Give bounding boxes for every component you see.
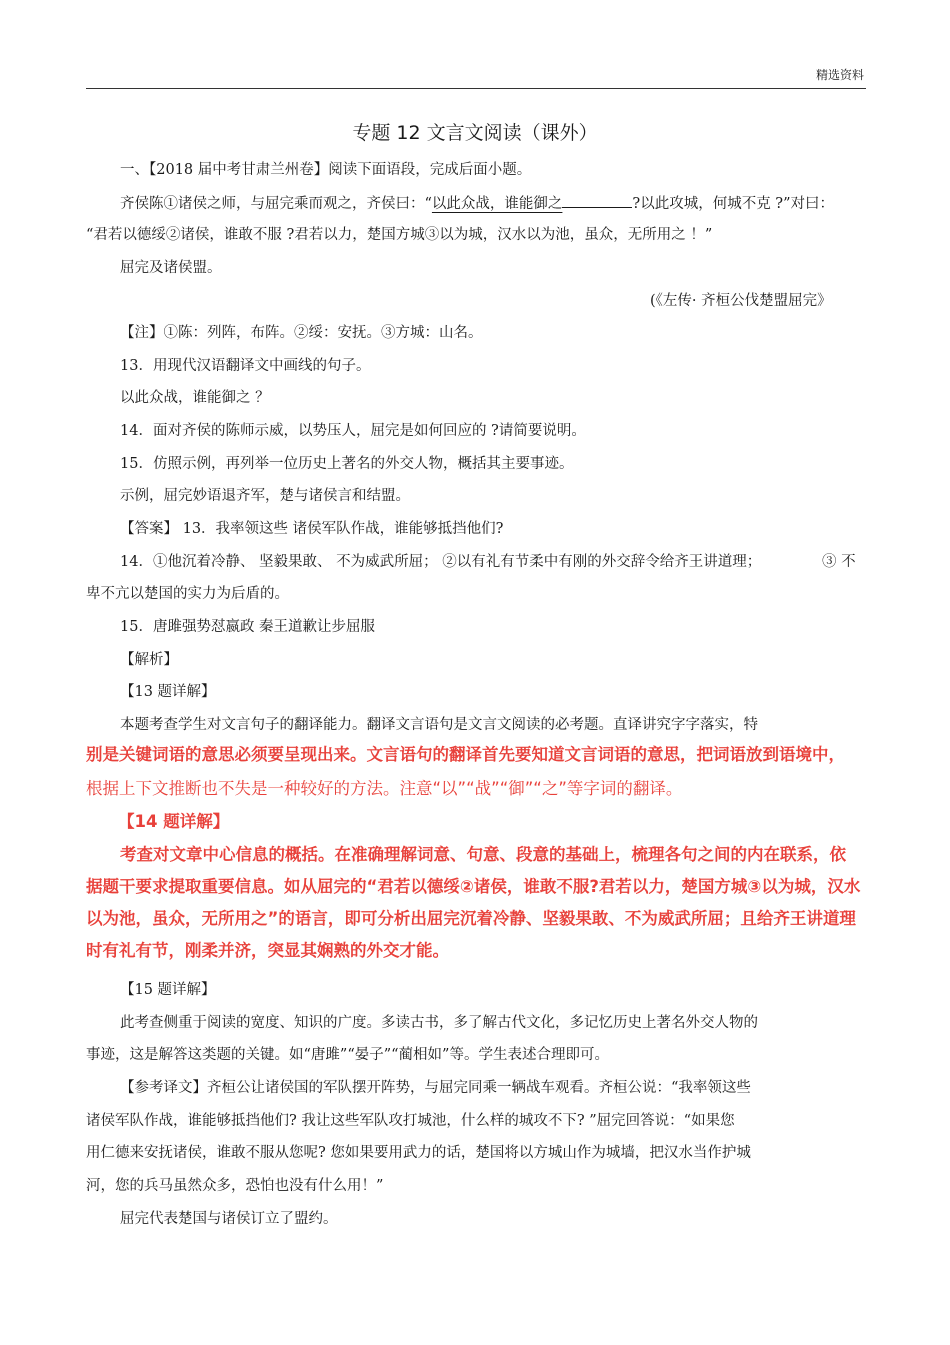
detail-15-line-1: 此考查侧重于阅读的宽度、知识的广度。多读古书，多了解古代文化，多记忆历史上著名外交人物的	[120, 1015, 758, 1031]
passage-text: ?以此攻城，何城不克 ?”对曰：	[632, 196, 834, 212]
answer-14-line-1-end: ③ 不	[822, 554, 856, 570]
translation-line-4: 河，您的兵马虽然众多，恐怕也没有什么用！”	[86, 1178, 384, 1194]
source-citation: (《左传· 齐桓公伐楚盟屈完》	[650, 293, 832, 309]
note-line: 【注】①陈：列阵，布阵。②绥：安抚。③方城：山名。	[120, 325, 483, 341]
answer-15: 15．唐雎强势怼嬴政 秦王道歉让步屈服	[120, 619, 376, 635]
answer-14-line-1: 14．①他沉着冷静、 坚毅果敢、 不为威武所屈； ②以有礼有节柔中有刚的外交辞令给齐王讲道理；	[120, 554, 762, 570]
detail-14-heading: 【14 题详解】	[118, 812, 230, 831]
translation-line-3: 用仁德来安抚诸侯，谁敢不服从您呢? 您如果要用武力的话，楚国将以方城山作为城墙，把汉水当作护城	[86, 1145, 751, 1161]
detail-15-line-2: 事迹，这是解答这类题的关键。如“唐雎”“晏子”“蔺相如”等。学生表述合理即可。	[86, 1047, 609, 1063]
translation-line-2: 诸侯军队作战，谁能够抵挡他们? 我让这些军队攻打城池，什么样的城攻不下? ”屈完回答说：“如果您	[86, 1113, 735, 1129]
translation-line-5: 屈完代表楚国与诸侯订立了盟约。	[120, 1211, 338, 1227]
detail-13-line-2: 别是关键词语的意思必须要呈现出来。文言语句的翻译首先要知道文言词语的意思，把词语放到语境中，	[86, 745, 845, 764]
detail-14-line-3: 以为池，虽众，无所用之”的语言，即可分析出屈完沉着冷静、坚毅果敢、不为威武所屈；且给齐王讲道理	[86, 909, 856, 928]
question-14: 14．面对齐侯的陈师示威，以势压人，屈完是如何回应的 ?请简要说明。	[120, 423, 586, 439]
detail-14-line-2: 据题干要求提取重要信息。如从屈完的“君若以德绥②诸侯，谁敢不服?君若以力，楚国方城③以为城，汉水	[86, 877, 861, 896]
detail-15-heading: 【15 题详解】	[120, 982, 216, 998]
detail-14-line-4: 时有礼有节，刚柔并济，突显其娴熟的外交才能。	[86, 941, 449, 960]
intro-line: 一、【2018 届中考甘肃兰州卷】阅读下面语段，完成后面小题。	[120, 162, 532, 178]
detail-13-line-1: 本题考查学生对文言句子的翻译能力。翻译文言语句是文言文阅读的必考题。直译讲究字字落实，特	[120, 717, 758, 733]
answer-14-line-2: 卑不亢以楚国的实力为后盾的。	[86, 586, 289, 602]
question-13: 13．用现代汉语翻译文中画线的句子。	[120, 358, 371, 374]
underlined-sentence: 以此众战，谁能御之	[431, 196, 563, 212]
answer-13: 【答案】 13．我率领这些 诸侯军队作战，谁能够抵挡他们?	[120, 521, 504, 537]
header-label: 精选资料	[815, 68, 864, 82]
passage-line-2: “君若以德绥②诸侯，谁敢不服 ?君若以力，楚国方城③以为城，汉水以为池，虽众，无所用之 ！”	[86, 227, 713, 243]
header-divider	[86, 88, 866, 89]
question-15: 15．仿照示例，再列举一位历史上著名的外交人物，概括其主要事迹。	[120, 456, 574, 472]
analysis-heading: 【解析】	[120, 652, 178, 668]
detail-14-line-1: 考查对文章中心信息的概括。在准确理解词意、句意、段意的基础上，梳理各句之间的内在联系，依	[120, 845, 846, 864]
translation-line-1: 【参考译文】齐桓公让诸侯国的军队摆开阵势，与屈完同乘一辆战车观看。齐桓公说：“我率领这些	[120, 1080, 751, 1096]
underline-blank	[562, 193, 632, 208]
question-13-sentence: 以此众战，谁能御之 ？	[120, 390, 270, 406]
passage-line-3: 屈完及诸侯盟。	[120, 260, 222, 276]
detail-13-heading: 【13 题详解】	[120, 684, 216, 700]
passage-text: 齐侯陈①诸侯之师，与屈完乘而观之，齐侯曰：“	[120, 196, 432, 212]
question-15-example: 示例，屈完妙语退齐军，楚与诸侯言和结盟。	[120, 488, 410, 504]
page-title: 专题 12 文言文阅读（课外）	[352, 122, 598, 144]
passage-line-1	[120, 193, 834, 214]
detail-13-line-3: 根据上下文推断也不失是一种较好的方法。注意“以”“战”“御”“之”等字词的翻译。	[86, 779, 683, 798]
